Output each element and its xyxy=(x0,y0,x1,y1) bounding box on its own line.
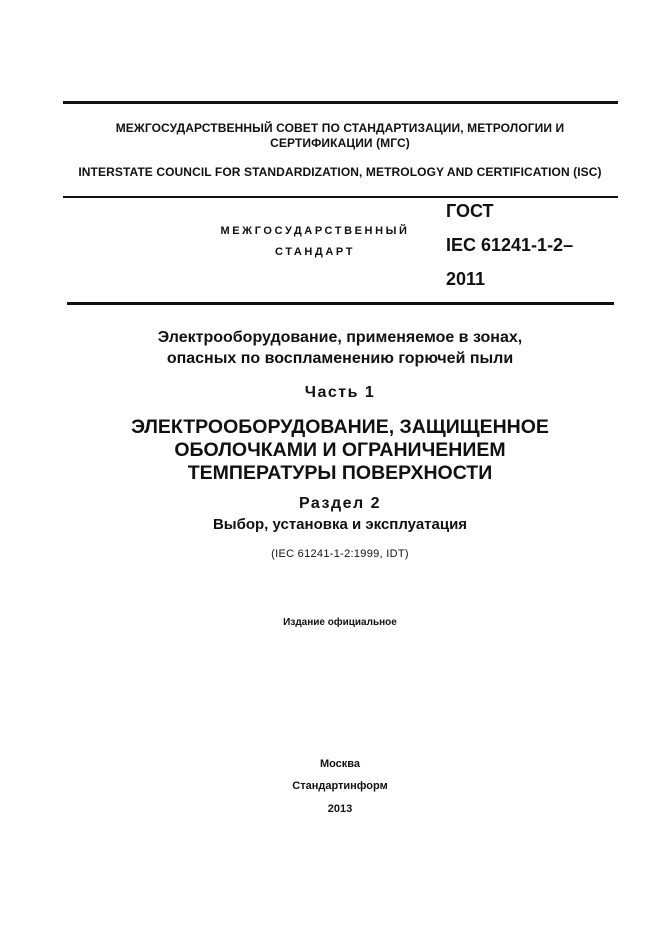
council-name-ru xyxy=(70,121,610,151)
part-title-line3: ТЕМПЕРАТУРЫ ПОВЕРХНОСТИ xyxy=(187,462,493,484)
gost-designation-line3: 2011 xyxy=(446,269,486,289)
standard-kind-line2: СТАНДАРТ xyxy=(274,246,356,258)
document-title xyxy=(60,327,620,369)
part-label: Часть 1 xyxy=(304,384,376,401)
council-name-en xyxy=(70,165,610,180)
header-rule xyxy=(63,196,618,198)
iec-reference: (IEC 61241-1-2:1999, IDT) xyxy=(271,548,409,560)
council-name-en-text: INTERSTATE COUNCIL FOR STANDARDIZATION, METROLOGY AND CERTIFICATION (ISC) xyxy=(78,165,602,179)
section-title: Выбор, установка и эксплуатация xyxy=(212,516,468,533)
gost-designation-line2: IEC 61241-1-2– xyxy=(446,235,574,255)
part-title-line1: ЭЛЕКТРООБОРУДОВАНИЕ, ЗАЩИЩЕННОЕ xyxy=(131,416,549,438)
council-name-ru-text: МЕЖГОСУДАРСТВЕННЫЙ СОВЕТ ПО СТАНДАРТИЗАЦИИ, МЕТРОЛОГИИ И СЕРТИФИКАЦИИ (МГС) xyxy=(115,121,565,150)
standard-kind-line1: МЕЖГОСУДАРСТВЕННЫЙ xyxy=(220,225,410,237)
section-label: Раздел 2 xyxy=(298,495,382,512)
imprint-year: 2013 xyxy=(327,803,353,815)
imprint-publisher: Стандартинформ xyxy=(292,780,388,792)
document-title-line1: Электрооборудование, применяемое в зонах, xyxy=(157,329,523,346)
part-title-line2: ОБОЛОЧКАМИ И ОГРАНИЧЕНИЕМ xyxy=(174,439,506,461)
edition-note: Издание официальное xyxy=(283,617,397,628)
gost-designation-line1: ГОСТ xyxy=(446,201,494,221)
imprint-city: Москва xyxy=(319,758,361,770)
document-title-line2: опасных по воспламенению горючей пыли xyxy=(166,350,514,367)
part-title xyxy=(60,416,620,485)
designation-rule xyxy=(67,302,614,305)
top-rule xyxy=(63,101,618,104)
